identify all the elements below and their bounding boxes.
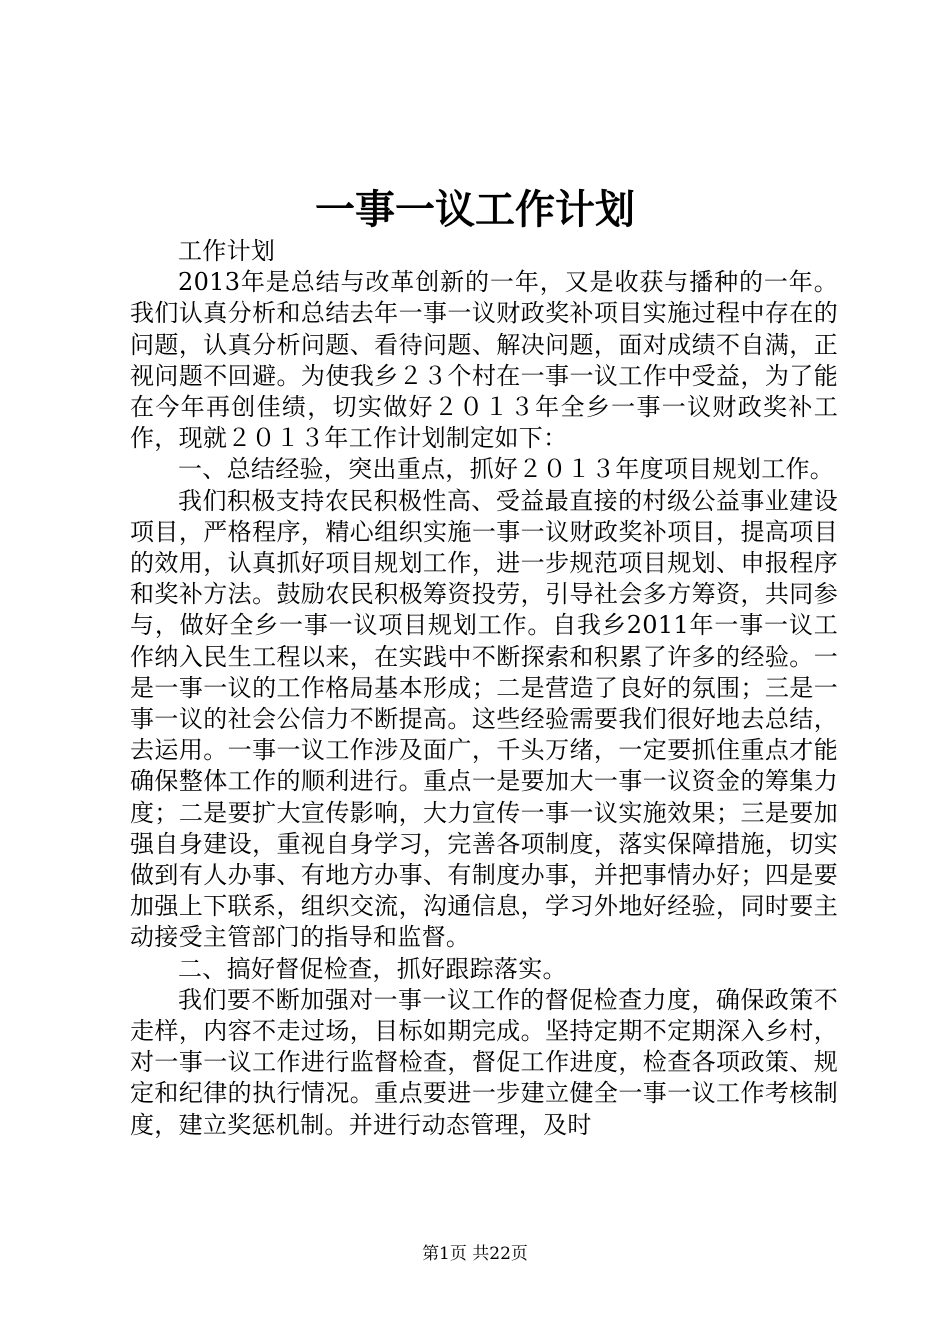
document-title: 一事一议工作计划 [315,186,635,233]
section-heading-2: 二、搞好督促检查，抓好跟踪落实。 [178,954,567,983]
paragraph-intro: 2013年是总结与改革创新的一年，又是收获与播种的一年。我们认真分析和总结去年一事一议财政奖补项目实施过程中存在的问题，认真分析问题、看待问题、解决问题，面对成绩不自满，正视问题不回避。为使我乡２３个村在一事一议工作中受益，为了能在今年再创佳绩，切实做好２０１３年全乡一事一议财政奖补工作，现就２０１３年工作计划制定如下： [130,268,838,453]
paragraph-subheading: 工作计划 [178,237,276,265]
paragraph-section-1: 我们积极支持农民积极性高、受益最直接的村级公益事业建设项目，严格程序，精心组织实施一事一议财政奖补项目，提高项目的效用，认真抓好项目规划工作，进一步规范项目规划、申报程序和奖补方法。鼓励农民积极筹资投劳，引导社会多方筹资，共同参与，做好全乡一事一议项目规划工作。自我乡2011年一事一议工作纳入民生工程以来，在实践中不断探索和积累了许多的经验。一是一事一议的工作格局基本形成；二是营造了良好的氛围；三是一事一议的社会公信力不断提高。这些经验需要我们很好地去总结，去运用。一事一议工作涉及面广，千头万绪，一定要抓住重点才能确保整体工作的顺利进行。重点一是要加大一事一议资金的筹集力度；二是要扩大宣传影响，大力宣传一事一议实施效果；三是要加强自身建设，重视自身学习，完善各项制度，落实保障措施，切实做到有人办事、有地方办事、有制度办事，并把事情办好；四是要加强上下联系，组织交流，沟通信息，学习外地好经验，同时要主动接受主管部门的指导和监督。 [130,486,838,952]
paragraph-section-2: 我们要不断加强对一事一议工作的督促检查力度，确保政策不走样，内容不走过场，目标如期完成。坚持定期不定期深入乡村，对一事一议工作进行监督检查，督促工作进度，检查各项政策、规定和纪律的执行情况。重点要进一步建立健全一事一议工作考核制度，建立奖惩机制。并进行动态管理，及时 [130,985,838,1139]
page-footer: 第1页 共22页 [422,1244,528,1264]
section-heading-1: 一、总结经验，突出重点，抓好２０１３年度项目规划工作。 [178,455,835,484]
document-body [130,236,838,1141]
